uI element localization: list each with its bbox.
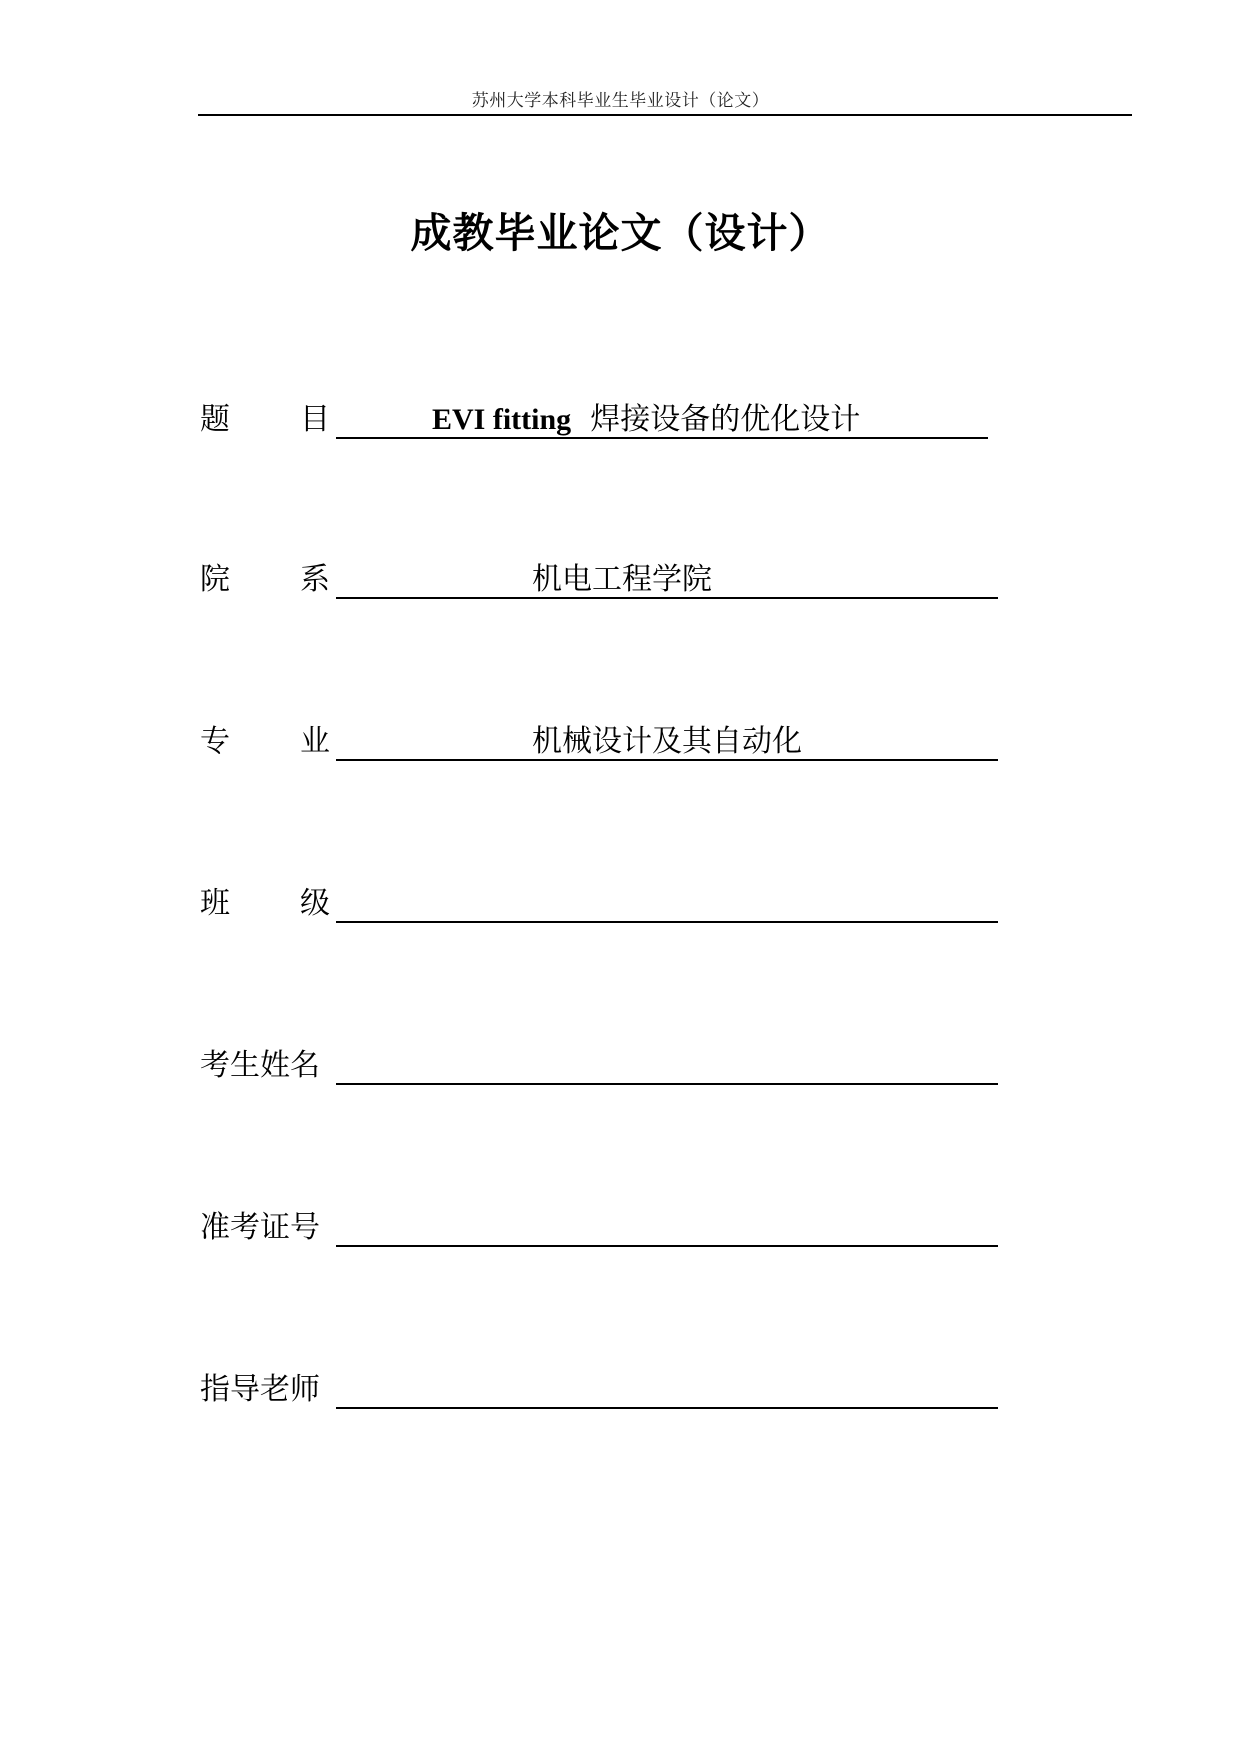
field-topic-value [432, 400, 860, 440]
field-major-value: 机械设计及其自动化 [532, 724, 802, 759]
field-department-value: 机电工程学院 [532, 562, 712, 597]
field-student-name-underline [336, 1083, 998, 1085]
field-topic-label-char-1: 题 [200, 402, 230, 437]
field-topic-label-char-2: 目 [300, 402, 330, 437]
field-advisor-label: 指导老师 [200, 1372, 320, 1407]
running-header: 苏州大学本科毕业生毕业设计（论文） [471, 91, 770, 111]
field-exam-id-label: 准考证号 [200, 1210, 320, 1245]
field-exam-id [200, 1208, 1000, 1248]
field-department-label-char-1: 院 [200, 562, 230, 597]
field-student-name-label: 考生姓名 [200, 1048, 320, 1083]
field-major-label-char-1: 专 [200, 724, 230, 759]
field-class-label-char-1: 班 [200, 886, 230, 921]
field-student-name [200, 1046, 1000, 1086]
field-class [200, 884, 1000, 924]
field-topic-label [200, 400, 336, 440]
field-department-label [200, 560, 336, 600]
field-major-label-char-2: 业 [300, 724, 330, 759]
field-department-label-char-2: 系 [300, 562, 330, 597]
header-rule [198, 114, 1132, 116]
document-title: 成教毕业论文（设计） [410, 209, 831, 257]
field-class-label [200, 884, 336, 924]
field-class-label-char-2: 级 [300, 886, 330, 921]
field-major [200, 722, 1000, 762]
field-department [200, 560, 1000, 600]
field-exam-id-underline [336, 1245, 998, 1247]
field-topic-value-cn: 焊接设备的优化设计 [590, 402, 861, 437]
field-advisor [200, 1370, 1000, 1410]
field-class-underline [336, 921, 998, 923]
field-topic-value-en: EVI fitting [432, 403, 572, 436]
field-major-label [200, 722, 336, 762]
field-advisor-underline [336, 1407, 998, 1409]
field-topic [200, 400, 1000, 440]
